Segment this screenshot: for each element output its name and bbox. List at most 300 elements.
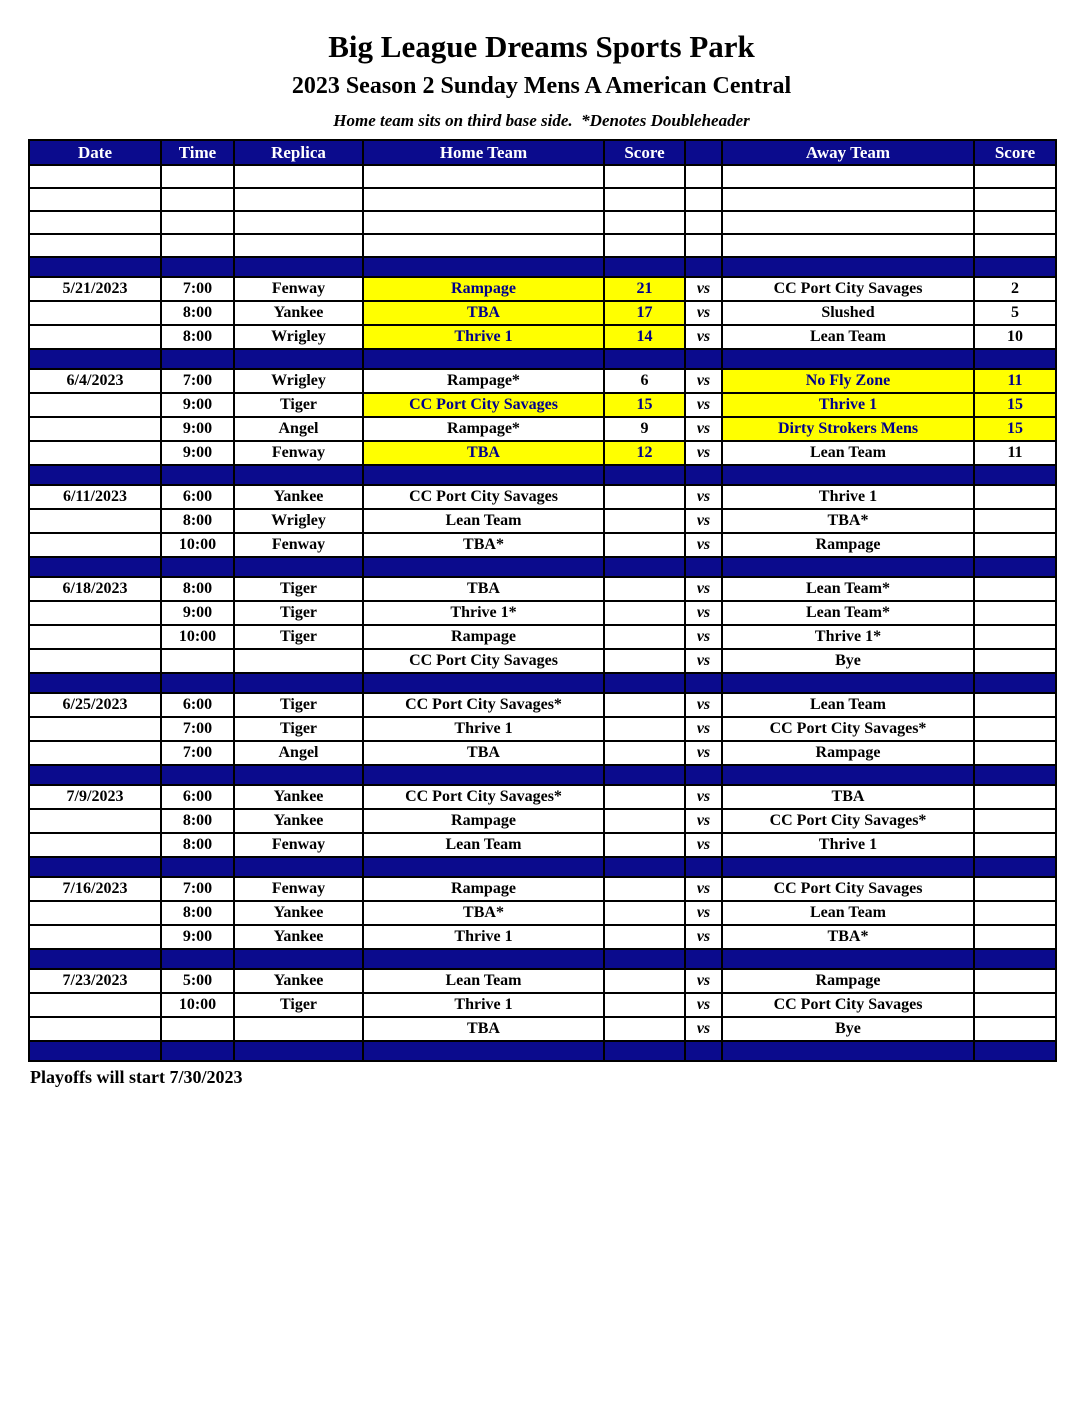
date-cell: 7/9/2023 <box>29 785 161 809</box>
away-team-cell: Lean Team <box>722 901 974 925</box>
divider-cell <box>161 557 234 577</box>
away-team-cell: Lean Team <box>722 325 974 349</box>
home-score-cell <box>604 649 685 673</box>
time-cell: 6:00 <box>161 693 234 717</box>
empty-row <box>29 234 1056 257</box>
away-score-cell <box>974 833 1056 857</box>
empty-cell <box>29 188 161 211</box>
home-team-cell: Rampage* <box>363 417 604 441</box>
vs-cell: vs <box>685 509 722 533</box>
away-team-cell: Dirty Strokers Mens <box>722 417 974 441</box>
home-score-cell <box>604 601 685 625</box>
replica-cell: Angel <box>234 741 363 765</box>
empty-cell <box>685 211 722 234</box>
divider-cell <box>161 465 234 485</box>
game-row <box>29 485 1056 509</box>
empty-cell <box>234 234 363 257</box>
home-score-cell <box>604 533 685 557</box>
time-cell: 7:00 <box>161 717 234 741</box>
away-team-cell: Lean Team* <box>722 577 974 601</box>
divider-cell <box>722 765 974 785</box>
column-header-score: Score <box>974 140 1056 165</box>
divider-cell <box>234 857 363 877</box>
vs-cell: vs <box>685 693 722 717</box>
divider-cell <box>604 949 685 969</box>
divider-cell <box>29 257 161 277</box>
away-score-cell: 10 <box>974 325 1056 349</box>
time-cell: 10:00 <box>161 993 234 1017</box>
away-team-cell: Bye <box>722 1017 974 1041</box>
home-team-cell: CC Port City Savages* <box>363 785 604 809</box>
time-cell: 9:00 <box>161 601 234 625</box>
divider-cell <box>363 349 604 369</box>
divider-cell <box>161 1041 234 1061</box>
replica-cell: Tiger <box>234 693 363 717</box>
empty-cell <box>974 234 1056 257</box>
empty-cell <box>604 165 685 188</box>
time-cell: 7:00 <box>161 277 234 301</box>
game-row <box>29 393 1056 417</box>
away-team-cell: CC Port City Savages* <box>722 809 974 833</box>
column-header-away-team: Away Team <box>722 140 974 165</box>
away-score-cell <box>974 485 1056 509</box>
home-team-cell: TBA <box>363 577 604 601</box>
time-cell: 9:00 <box>161 417 234 441</box>
home-team-cell: TBA <box>363 441 604 465</box>
divider-cell <box>974 765 1056 785</box>
divider-row <box>29 673 1056 693</box>
replica-cell: Tiger <box>234 601 363 625</box>
away-team-cell: CC Port City Savages <box>722 877 974 901</box>
game-row <box>29 741 1056 765</box>
schedule-table <box>28 139 1057 1062</box>
date-cell <box>29 417 161 441</box>
empty-cell <box>234 188 363 211</box>
vs-cell: vs <box>685 485 722 509</box>
divider-cell <box>234 673 363 693</box>
game-row <box>29 577 1056 601</box>
divider-cell <box>604 349 685 369</box>
vs-cell: vs <box>685 441 722 465</box>
vs-cell: vs <box>685 301 722 325</box>
time-cell: 6:00 <box>161 485 234 509</box>
away-score-cell: 11 <box>974 441 1056 465</box>
away-score-cell: 15 <box>974 417 1056 441</box>
time-cell <box>161 649 234 673</box>
empty-cell <box>685 234 722 257</box>
empty-cell <box>685 165 722 188</box>
divider-cell <box>974 673 1056 693</box>
divider-cell <box>722 349 974 369</box>
away-score-cell: 15 <box>974 393 1056 417</box>
home-score-cell <box>604 877 685 901</box>
divider-cell <box>29 673 161 693</box>
divider-cell <box>29 857 161 877</box>
game-row <box>29 649 1056 673</box>
time-cell: 8:00 <box>161 833 234 857</box>
date-cell <box>29 625 161 649</box>
empty-cell <box>604 211 685 234</box>
divider-row <box>29 257 1056 277</box>
away-score-cell <box>974 1017 1056 1041</box>
home-team-cell: Rampage <box>363 625 604 649</box>
home-score-cell <box>604 993 685 1017</box>
divider-cell <box>685 349 722 369</box>
away-team-cell: Rampage <box>722 533 974 557</box>
divider-cell <box>29 557 161 577</box>
page-note: Home team sits on third base side. *Denotes Doubleheader <box>333 111 750 131</box>
replica-cell: Yankee <box>234 925 363 949</box>
game-row <box>29 993 1056 1017</box>
vs-cell: vs <box>685 717 722 741</box>
divider-row <box>29 857 1056 877</box>
home-score-cell: 9 <box>604 417 685 441</box>
replica-cell: Tiger <box>234 577 363 601</box>
home-score-cell <box>604 717 685 741</box>
vs-cell: vs <box>685 625 722 649</box>
divider-cell <box>974 1041 1056 1061</box>
game-row <box>29 717 1056 741</box>
away-team-cell: TBA* <box>722 509 974 533</box>
away-team-cell: Lean Team <box>722 441 974 465</box>
divider-cell <box>722 257 974 277</box>
date-cell <box>29 325 161 349</box>
away-score-cell <box>974 969 1056 993</box>
divider-cell <box>685 765 722 785</box>
game-row <box>29 533 1056 557</box>
divider-cell <box>685 1041 722 1061</box>
time-cell: 6:00 <box>161 785 234 809</box>
game-row <box>29 833 1056 857</box>
divider-cell <box>234 949 363 969</box>
home-team-cell: Thrive 1 <box>363 325 604 349</box>
replica-cell: Fenway <box>234 277 363 301</box>
divider-cell <box>685 949 722 969</box>
vs-cell: vs <box>685 649 722 673</box>
divider-cell <box>604 557 685 577</box>
home-score-cell: 6 <box>604 369 685 393</box>
date-cell: 5/21/2023 <box>29 277 161 301</box>
empty-row <box>29 211 1056 234</box>
away-team-cell: TBA <box>722 785 974 809</box>
divider-cell <box>363 673 604 693</box>
date-cell <box>29 301 161 325</box>
vs-cell: vs <box>685 993 722 1017</box>
replica-cell: Wrigley <box>234 369 363 393</box>
game-row <box>29 809 1056 833</box>
divider-cell <box>974 557 1056 577</box>
empty-cell <box>722 165 974 188</box>
divider-cell <box>29 349 161 369</box>
divider-cell <box>604 765 685 785</box>
home-team-cell: CC Port City Savages* <box>363 693 604 717</box>
game-row <box>29 625 1056 649</box>
divider-cell <box>604 673 685 693</box>
empty-cell <box>161 234 234 257</box>
divider-row <box>29 465 1056 485</box>
replica-cell: Angel <box>234 417 363 441</box>
empty-cell <box>974 165 1056 188</box>
divider-cell <box>234 465 363 485</box>
home-team-cell: Rampage* <box>363 369 604 393</box>
time-cell: 10:00 <box>161 533 234 557</box>
divider-cell <box>234 557 363 577</box>
divider-cell <box>363 257 604 277</box>
document-header <box>28 0 1055 131</box>
game-row <box>29 969 1056 993</box>
game-row <box>29 417 1056 441</box>
divider-cell <box>685 257 722 277</box>
away-team-cell: CC Port City Savages <box>722 277 974 301</box>
date-cell: 7/16/2023 <box>29 877 161 901</box>
divider-cell <box>161 349 234 369</box>
vs-cell: vs <box>685 969 722 993</box>
divider-cell <box>604 465 685 485</box>
date-cell <box>29 809 161 833</box>
away-score-cell <box>974 577 1056 601</box>
home-score-cell: 15 <box>604 393 685 417</box>
column-header-vs <box>685 140 722 165</box>
time-cell <box>161 1017 234 1041</box>
time-cell: 10:00 <box>161 625 234 649</box>
vs-cell: vs <box>685 833 722 857</box>
divider-row <box>29 349 1056 369</box>
empty-cell <box>604 234 685 257</box>
divider-cell <box>363 765 604 785</box>
home-score-cell: 17 <box>604 301 685 325</box>
time-cell: 9:00 <box>161 925 234 949</box>
home-score-cell <box>604 1017 685 1041</box>
empty-cell <box>29 165 161 188</box>
game-row <box>29 785 1056 809</box>
empty-cell <box>974 188 1056 211</box>
home-score-cell <box>604 925 685 949</box>
divider-row <box>29 557 1056 577</box>
vs-cell: vs <box>685 369 722 393</box>
empty-row <box>29 188 1056 211</box>
divider-cell <box>974 349 1056 369</box>
away-team-cell: Rampage <box>722 741 974 765</box>
home-score-cell: 14 <box>604 325 685 349</box>
game-row <box>29 441 1056 465</box>
home-score-cell <box>604 577 685 601</box>
home-team-cell: CC Port City Savages <box>363 649 604 673</box>
date-cell <box>29 441 161 465</box>
empty-cell <box>604 188 685 211</box>
away-team-cell: CC Port City Savages* <box>722 717 974 741</box>
game-row <box>29 601 1056 625</box>
home-score-cell <box>604 485 685 509</box>
away-score-cell: 11 <box>974 369 1056 393</box>
time-cell: 7:00 <box>161 369 234 393</box>
empty-cell <box>722 234 974 257</box>
page-title: Big League Dreams Sports Park <box>328 29 755 64</box>
divider-cell <box>161 857 234 877</box>
replica-cell: Tiger <box>234 625 363 649</box>
replica-cell: Wrigley <box>234 325 363 349</box>
away-score-cell <box>974 925 1056 949</box>
home-team-cell: Lean Team <box>363 833 604 857</box>
empty-cell <box>161 188 234 211</box>
home-team-cell: CC Port City Savages <box>363 485 604 509</box>
vs-cell: vs <box>685 417 722 441</box>
replica-cell <box>234 1017 363 1041</box>
game-row <box>29 901 1056 925</box>
empty-cell <box>363 188 604 211</box>
time-cell: 7:00 <box>161 877 234 901</box>
column-header-time: Time <box>161 140 234 165</box>
column-header-home-team: Home Team <box>363 140 604 165</box>
date-cell <box>29 649 161 673</box>
away-team-cell: CC Port City Savages <box>722 993 974 1017</box>
home-team-cell: Rampage <box>363 277 604 301</box>
away-team-cell: Lean Team <box>722 693 974 717</box>
home-team-cell: Thrive 1 <box>363 993 604 1017</box>
empty-row <box>29 165 1056 188</box>
empty-cell <box>363 165 604 188</box>
time-cell: 8:00 <box>161 509 234 533</box>
table-header-row <box>29 140 1056 165</box>
empty-cell <box>29 211 161 234</box>
date-cell <box>29 741 161 765</box>
divider-row <box>29 949 1056 969</box>
date-cell <box>29 993 161 1017</box>
away-team-cell: TBA* <box>722 925 974 949</box>
divider-cell <box>722 673 974 693</box>
empty-cell <box>234 165 363 188</box>
away-score-cell <box>974 741 1056 765</box>
game-row <box>29 301 1056 325</box>
divider-cell <box>363 465 604 485</box>
divider-cell <box>722 557 974 577</box>
vs-cell: vs <box>685 277 722 301</box>
time-cell: 9:00 <box>161 441 234 465</box>
home-team-cell: CC Port City Savages <box>363 393 604 417</box>
away-score-cell <box>974 717 1056 741</box>
divider-row <box>29 765 1056 785</box>
divider-cell <box>685 857 722 877</box>
divider-cell <box>604 857 685 877</box>
date-cell: 6/18/2023 <box>29 577 161 601</box>
divider-cell <box>234 257 363 277</box>
divider-cell <box>722 1041 974 1061</box>
replica-cell: Yankee <box>234 301 363 325</box>
replica-cell: Tiger <box>234 393 363 417</box>
away-score-cell <box>974 809 1056 833</box>
game-row <box>29 509 1056 533</box>
date-cell: 6/25/2023 <box>29 693 161 717</box>
home-team-cell: TBA* <box>363 533 604 557</box>
home-team-cell: TBA <box>363 301 604 325</box>
game-row <box>29 1017 1056 1041</box>
away-score-cell <box>974 877 1056 901</box>
away-team-cell: Bye <box>722 649 974 673</box>
time-cell: 9:00 <box>161 393 234 417</box>
divider-cell <box>604 257 685 277</box>
divider-cell <box>161 765 234 785</box>
empty-cell <box>363 211 604 234</box>
away-score-cell <box>974 785 1056 809</box>
replica-cell <box>234 649 363 673</box>
playoffs-note: Playoffs will start 7/30/2023 <box>30 1067 243 1088</box>
date-cell: 6/11/2023 <box>29 485 161 509</box>
divider-cell <box>29 1041 161 1061</box>
replica-cell: Yankee <box>234 809 363 833</box>
replica-cell: Yankee <box>234 969 363 993</box>
date-cell <box>29 1017 161 1041</box>
divider-cell <box>363 857 604 877</box>
empty-cell <box>722 211 974 234</box>
away-team-cell: Rampage <box>722 969 974 993</box>
time-cell: 8:00 <box>161 809 234 833</box>
home-team-cell: Rampage <box>363 809 604 833</box>
date-cell <box>29 509 161 533</box>
game-row <box>29 277 1056 301</box>
divider-cell <box>161 257 234 277</box>
home-team-cell: TBA <box>363 741 604 765</box>
page-subtitle: 2023 Season 2 Sunday Mens A American Central <box>291 73 792 100</box>
divider-cell <box>234 765 363 785</box>
away-score-cell <box>974 601 1056 625</box>
vs-cell: vs <box>685 601 722 625</box>
divider-cell <box>722 949 974 969</box>
divider-cell <box>161 673 234 693</box>
divider-cell <box>604 1041 685 1061</box>
home-team-cell: Lean Team <box>363 509 604 533</box>
divider-cell <box>29 465 161 485</box>
away-team-cell: Thrive 1 <box>722 833 974 857</box>
empty-cell <box>685 188 722 211</box>
vs-cell: vs <box>685 577 722 601</box>
game-row <box>29 325 1056 349</box>
vs-cell: vs <box>685 741 722 765</box>
divider-cell <box>29 949 161 969</box>
home-team-cell: Thrive 1 <box>363 925 604 949</box>
divider-cell <box>685 673 722 693</box>
divider-cell <box>363 557 604 577</box>
divider-row <box>29 1041 1056 1061</box>
home-score-cell <box>604 809 685 833</box>
home-team-cell: Rampage <box>363 877 604 901</box>
replica-cell: Tiger <box>234 993 363 1017</box>
away-score-cell <box>974 533 1056 557</box>
game-row <box>29 877 1056 901</box>
divider-cell <box>234 349 363 369</box>
empty-cell <box>722 188 974 211</box>
home-score-cell <box>604 509 685 533</box>
home-score-cell <box>604 901 685 925</box>
time-cell: 8:00 <box>161 325 234 349</box>
game-row <box>29 925 1056 949</box>
time-cell: 5:00 <box>161 969 234 993</box>
vs-cell: vs <box>685 809 722 833</box>
divider-cell <box>363 949 604 969</box>
empty-cell <box>234 211 363 234</box>
home-team-cell: Lean Team <box>363 969 604 993</box>
home-score-cell: 21 <box>604 277 685 301</box>
empty-cell <box>363 234 604 257</box>
column-header-date: Date <box>29 140 161 165</box>
away-score-cell: 5 <box>974 301 1056 325</box>
divider-cell <box>722 465 974 485</box>
time-cell: 8:00 <box>161 901 234 925</box>
date-cell <box>29 901 161 925</box>
vs-cell: vs <box>685 785 722 809</box>
replica-cell: Yankee <box>234 485 363 509</box>
home-score-cell <box>604 969 685 993</box>
column-header-score: Score <box>604 140 685 165</box>
column-header-replica: Replica <box>234 140 363 165</box>
